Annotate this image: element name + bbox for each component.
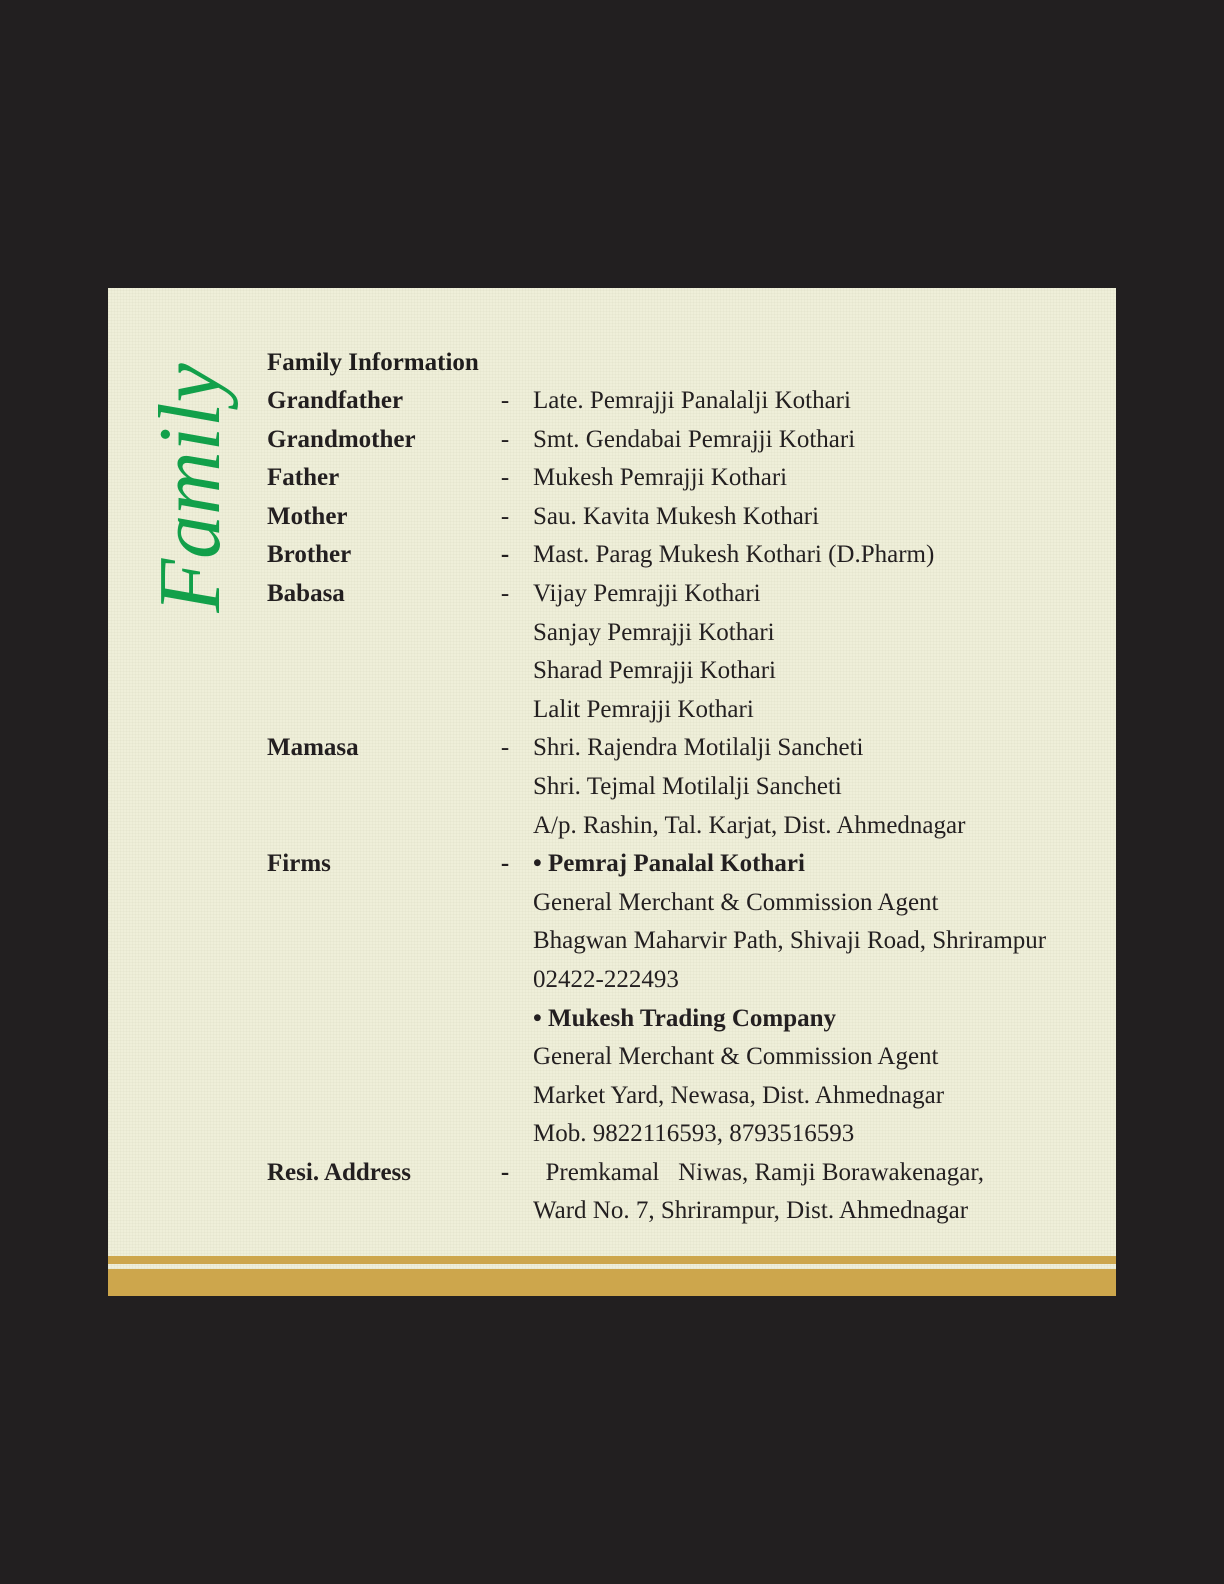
row-value: Mukesh Pemrajji Kothari [533, 464, 788, 492]
row-value: Bhagwan Maharvir Path, Shivaji Road, Shrirampur [533, 927, 1047, 955]
row-value: Market Yard, Newasa, Dist. Ahmednagar [533, 1081, 945, 1109]
row-dash [477, 807, 533, 846]
info-row-continuation [267, 1000, 1046, 1039]
row-value: Shri. Tejmal Motilalji Sancheti [533, 772, 842, 800]
row-label [267, 768, 477, 807]
info-row-grandmother [267, 421, 1046, 460]
row-value: Late. Pemrajji Panalalji Kothari [533, 387, 851, 414]
info-row-continuation [267, 1077, 1046, 1116]
row-label: Babasa [267, 579, 345, 607]
row-label [267, 1192, 477, 1231]
info-row-continuation [267, 768, 1046, 807]
row-value: Lalit Pemrajji Kothari [533, 695, 754, 723]
row-label [267, 922, 477, 961]
family-info [267, 344, 1046, 1231]
gold-stripe-thick [108, 1269, 1116, 1296]
row-dash: - [500, 541, 510, 569]
side-title-text: Family [142, 363, 239, 613]
firm-name: • Mukesh Trading Company [533, 1004, 837, 1032]
row-value: General Merchant & Commission Agent [533, 888, 939, 916]
row-label [267, 1115, 477, 1154]
row-value: Vijay Pemrajji Kothari [533, 579, 761, 607]
info-row-continuation [267, 807, 1046, 846]
info-row-mamasa [267, 729, 1046, 768]
info-row-grandfather [267, 382, 1046, 421]
row-label [267, 884, 477, 923]
row-value: 02422-222493 [533, 965, 679, 993]
info-row-continuation [267, 961, 1046, 1000]
row-dash [477, 691, 533, 730]
row-label: Brother [267, 541, 352, 569]
row-dash [477, 768, 533, 807]
row-label [267, 1000, 477, 1039]
row-label: Mamasa [267, 734, 359, 762]
info-row-continuation [267, 922, 1046, 961]
row-value: Premkamal Niwas, Ramji Borawakenagar, [533, 1158, 984, 1186]
info-row-continuation [267, 1192, 1046, 1231]
row-dash [477, 1077, 533, 1116]
info-row-resi-address [267, 1154, 1046, 1193]
row-dash [477, 1000, 533, 1039]
row-dash [477, 922, 533, 961]
row-value: Mast. Parag Mukesh Kothari (D.Pharm) [533, 541, 935, 569]
row-label: Firms [267, 850, 331, 878]
row-dash: - [500, 464, 510, 492]
row-value: Mob. 9822116593, 8793516593 [533, 1120, 855, 1148]
info-row-babasa [267, 575, 1046, 614]
row-dash [477, 652, 533, 691]
row-dash [477, 1038, 533, 1077]
info-row-continuation [267, 1115, 1046, 1154]
info-row-firms [267, 845, 1046, 884]
row-value: A/p. Rashin, Tal. Karjat, Dist. Ahmednagar [533, 811, 966, 839]
row-value: Shri. Rajendra Motilalji Sancheti [533, 734, 864, 762]
row-label: Grandfather [267, 387, 404, 414]
row-dash: - [500, 734, 510, 762]
info-row-continuation [267, 652, 1046, 691]
row-label [267, 652, 477, 691]
info-row-father [267, 459, 1046, 498]
row-dash: - [500, 850, 510, 878]
row-label [267, 614, 477, 653]
row-dash: - [500, 579, 510, 607]
row-label [267, 1077, 477, 1116]
row-dash [477, 614, 533, 653]
row-dash: - [500, 1158, 510, 1186]
info-row-mother [267, 498, 1046, 537]
side-title [142, 358, 239, 618]
row-value: Smt. Gendabai Pemrajji Kothari [533, 425, 856, 453]
row-label [267, 961, 477, 1000]
info-row-continuation [267, 691, 1046, 730]
row-label: Mother [267, 502, 348, 530]
row-value: Sanjay Pemrajji Kothari [533, 618, 775, 646]
row-value: Sharad Pemrajji Kothari [533, 657, 776, 685]
row-dash [477, 961, 533, 1000]
row-dash [477, 1115, 533, 1154]
row-label [267, 691, 477, 730]
row-label: Grandmother [267, 425, 416, 453]
row-label: Father [267, 464, 340, 492]
row-dash: - [500, 502, 510, 530]
row-value: General Merchant & Commission Agent [533, 1043, 939, 1071]
row-dash [477, 884, 533, 923]
info-row-continuation [267, 614, 1046, 653]
row-label [267, 807, 477, 846]
row-label: Resi. Address [267, 1158, 412, 1186]
gold-stripe-thin [108, 1256, 1116, 1264]
info-row-brother [267, 536, 1046, 575]
row-label [267, 1038, 477, 1077]
row-dash [477, 1192, 533, 1231]
row-dash: - [500, 387, 510, 414]
row-value: Sau. Kavita Mukesh Kothari [533, 502, 820, 530]
info-row-continuation [267, 1038, 1046, 1077]
family-card [108, 288, 1116, 1296]
section-heading: Family Information [267, 349, 479, 376]
row-dash: - [500, 425, 510, 453]
info-row-continuation [267, 884, 1046, 923]
row-value: Ward No. 7, Shrirampur, Dist. Ahmednagar [533, 1197, 969, 1225]
firm-name: • Pemraj Panalal Kothari [533, 850, 805, 878]
